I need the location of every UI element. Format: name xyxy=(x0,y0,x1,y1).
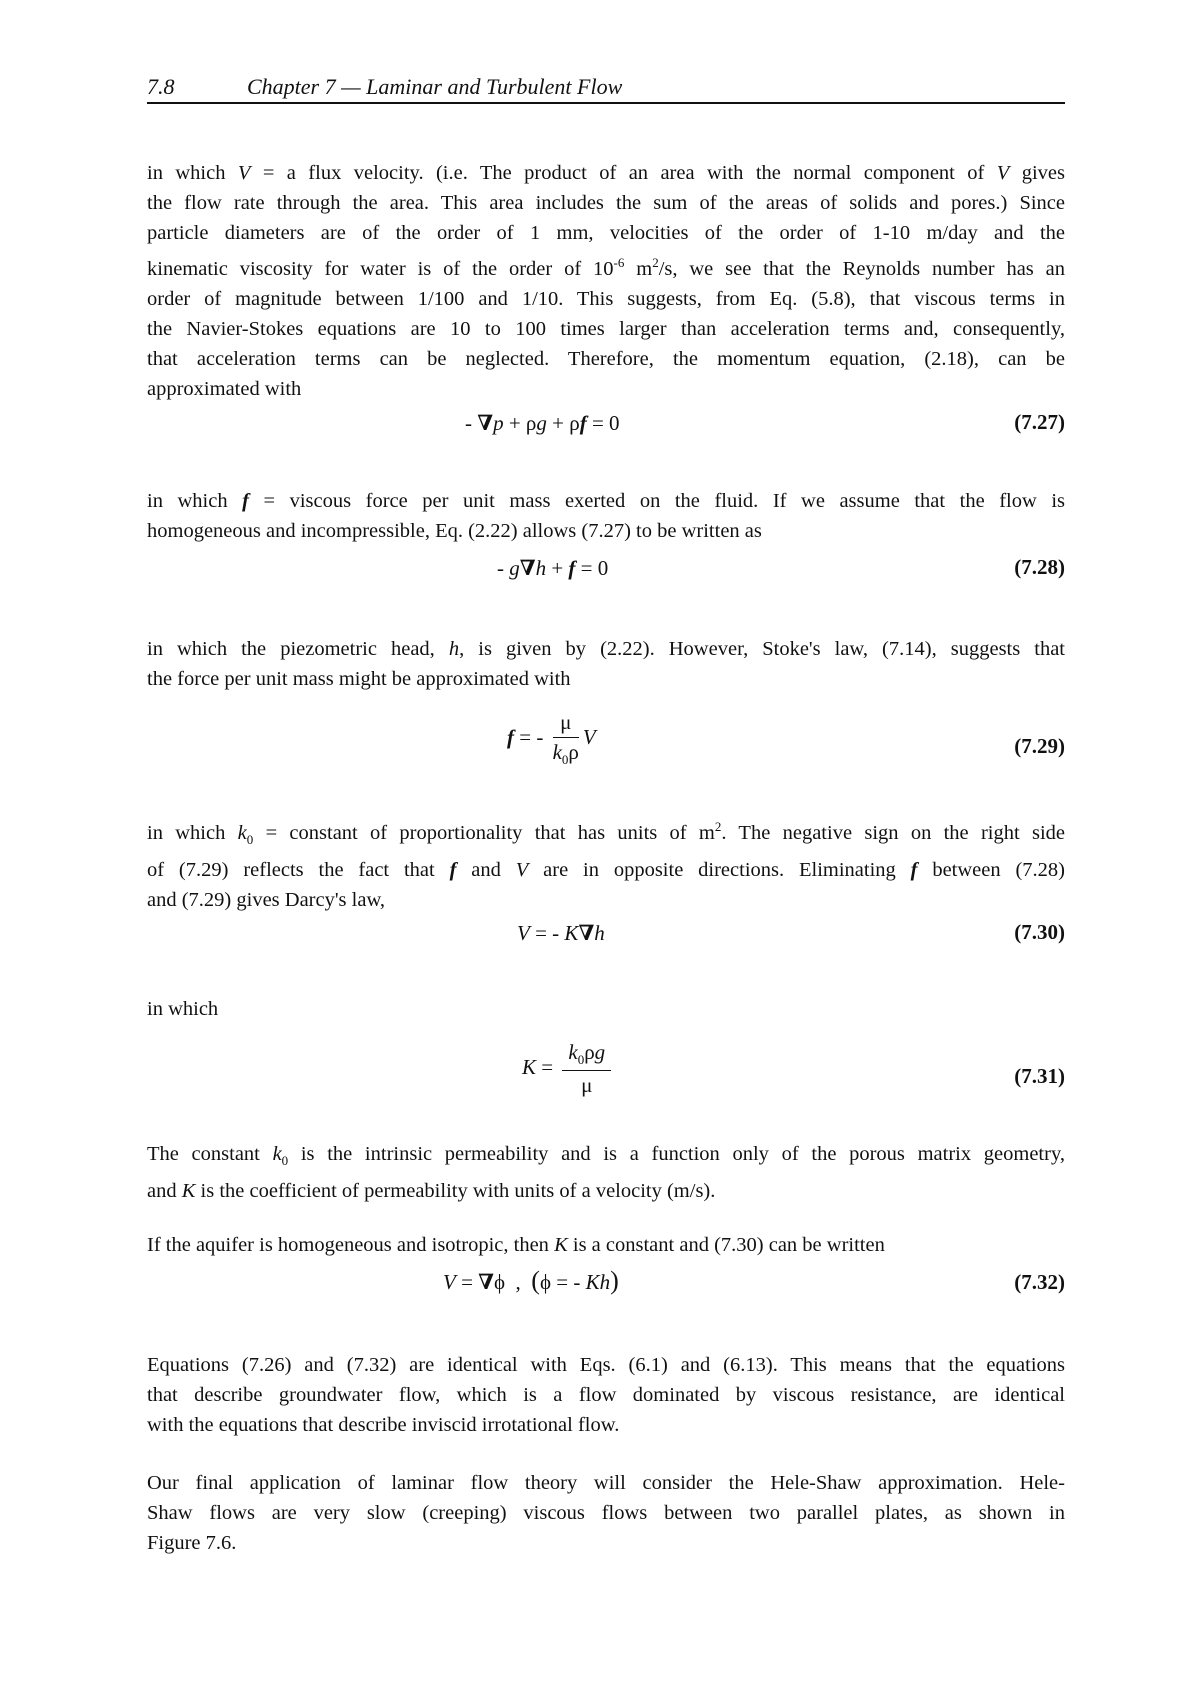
equation-7-28 xyxy=(147,555,1065,625)
equation-7-30 xyxy=(147,920,1065,990)
text-line: the flow rate through the area. This area includes the sum of the areas of solids and pores.) Since xyxy=(147,192,1065,214)
text-line: and (7.29) gives Darcy's law, xyxy=(147,888,386,911)
text-line: Shaw flows are very slow (creeping) viscous flows between two parallel plates, as shown in xyxy=(147,1502,1065,1524)
chapter-title: Chapter 7 — Laminar and Turbulent Flow xyxy=(247,74,623,99)
text-line: with the equations that describe inviscid irrotational flow. xyxy=(147,1414,620,1436)
equation-number: (7.32) xyxy=(1014,1270,1065,1294)
equation-7-31 xyxy=(147,1040,1065,1120)
equation-body: K = $\frac{k_0\rho g}{\mu}$ xyxy=(522,1040,615,1098)
text-line: the Navier-Stokes equations are 10 to 100 times larger than acceleration terms and, consequently, xyxy=(147,317,1065,340)
paragraph-3 xyxy=(147,634,1065,694)
paragraph-2 xyxy=(147,486,1065,546)
text-line: in which the piezometric head, h, is given by (2.22). However, Stoke's law, (7.14), suggests that xyxy=(147,638,1065,660)
text-line: in which f = viscous force per unit mass exerted on the fluid. If we assume that the flow is xyxy=(147,490,1065,512)
fraction: $\frac{\mu}{k_0\rho}$ xyxy=(552,710,579,768)
equation-body: V = ∇ϕ , (ϕ = - Kh) xyxy=(443,1266,619,1295)
equation-number: (7.30) xyxy=(1014,920,1065,944)
equation-7-27 xyxy=(147,410,1065,480)
text-line: the force per unit mass might be approximated with xyxy=(147,668,571,690)
text-line: order of magnitude between 1/100 and 1/10. This suggests, from Eq. (5.8), that viscous terms in xyxy=(147,287,1065,310)
text-line: of (7.29) reflects the fact that f and V are in opposite directions. Eliminating f between (7.28) xyxy=(147,858,1066,881)
paragraph-8 xyxy=(147,1350,1065,1440)
equation-7-32 xyxy=(147,1266,1065,1336)
paragraph-6 xyxy=(147,1139,1065,1206)
equation-7-29 xyxy=(147,710,1065,790)
text-line: Equations (7.26) and (7.32) are identical with Eqs. (6.1) and (6.13). This means that the equations xyxy=(147,1354,1065,1376)
equation-body: - g∇h + f = 0 xyxy=(497,556,609,580)
equation-number: (7.31) xyxy=(1014,1064,1065,1088)
equation-body: V = - K∇h xyxy=(517,921,605,945)
text-line: The constant $k_0$ is the intrinsic permeability and is a function only of the porous matrix geometry, xyxy=(147,1143,1065,1169)
page-number: 7.8 xyxy=(147,74,175,99)
text-line: approximated with xyxy=(147,377,302,400)
text-line: If the aquifer is homogeneous and isotropic, then K is a constant and (7.30) can be written xyxy=(147,1234,885,1256)
paragraph-4 xyxy=(147,812,1065,915)
text-line: Our final application of laminar flow theory will consider the Hele-Shaw approximation. Hele- xyxy=(147,1472,1065,1494)
equation-body: f = - $\frac{\mu}{k_0\rho}$ V xyxy=(507,710,596,768)
paragraph-1 xyxy=(147,158,1065,404)
text-line: Figure 7.6. xyxy=(147,1532,237,1554)
equation-number: (7.27) xyxy=(1014,410,1065,434)
equation-body: - ∇p + ρg + ρf = 0 xyxy=(465,411,620,435)
page-header xyxy=(147,70,1065,104)
text-line: in which $k_0$ = constant of proportionality that has units of $m^2$. The negative sign on the right side xyxy=(147,819,1065,847)
text-line: that describe groundwater flow, which is a flow dominated by viscous resistance, are identical xyxy=(147,1384,1065,1406)
fraction: $\frac{k_0\rho g}{\mu}$ xyxy=(562,1040,611,1098)
text-line: and K is the coefficient of permeability with units of a velocity (m/s). xyxy=(147,1180,716,1203)
equation-number: (7.28) xyxy=(1014,555,1065,579)
text-line: kinematic viscosity for water is of the order of $10^{-6}$ $m^2/s$, we see that the Reynolds number has an xyxy=(147,255,1065,280)
equation-number: (7.29) xyxy=(1014,734,1065,758)
paragraph-9 xyxy=(147,1468,1065,1558)
text-line: that acceleration terms can be neglected. Therefore, the momentum equation, (2.18), can be xyxy=(147,347,1065,370)
text-line: in which xyxy=(147,998,219,1020)
paragraph-7 xyxy=(147,1230,1065,1260)
paragraph-5 xyxy=(147,994,1065,1024)
text-line: particle diameters are of the order of 1 mm, velocities of the order of 1-10 m/day and the xyxy=(147,222,1065,244)
text-line: in which V = a flux velocity. (i.e. The product of an area with the normal component of V gives xyxy=(147,162,1065,184)
text-line: homogeneous and incompressible, Eq. (2.22) allows (7.27) to be written as xyxy=(147,520,762,542)
